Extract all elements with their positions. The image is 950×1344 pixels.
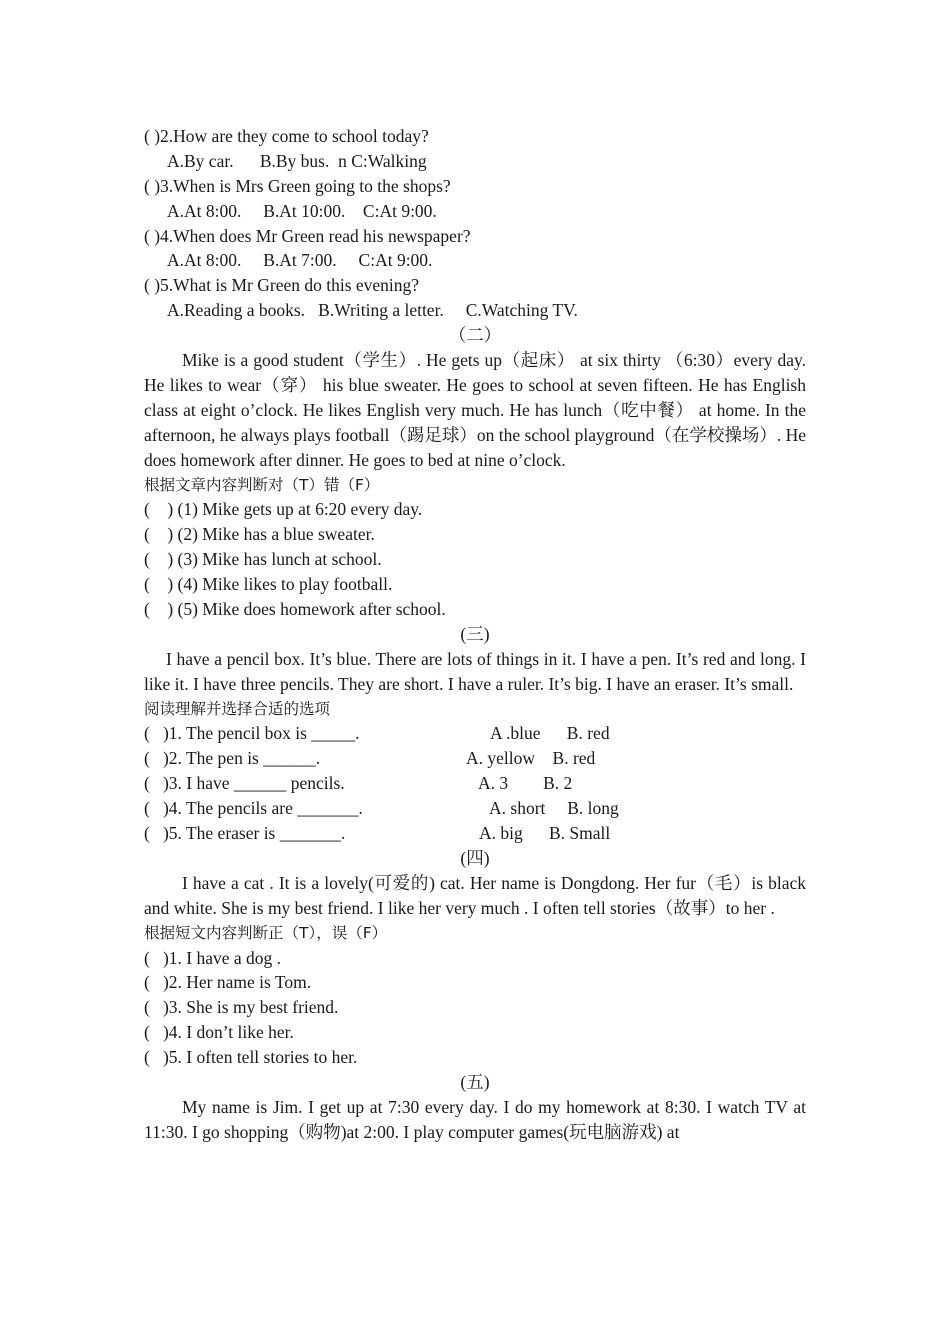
section-3-instruction: 阅读理解并选择合适的选项 <box>144 699 331 718</box>
choice-question: ( )3. I have ______ pencils. <box>144 773 345 794</box>
choice-item-4 <box>144 796 806 821</box>
question-2-options: A.By car. B.By bus. n C:Walking <box>167 150 427 171</box>
section-3-passage-text: I have a pencil box. It’s blue. There are lots of things in it. I have a pen. It’s red and long. I like it. I have three pencils. They are short. I have a ruler. It’s big. I have an eraser. It’s small. <box>144 648 806 694</box>
section-4-passage <box>144 871 806 921</box>
section-2-passage-text: Mike is a good student（学生）. He gets up（起床） at six thirty （6:30）every day. He likes to wear（穿） his blue sweater. He goes to school at seven fifteen. He has English class at eight o’clock. He likes English very much. He has lunch（吃中餐） at home. In the afternoon, he always plays football（踢足球）on the school playground（在学校操场）. He does homework after dinner. He goes to bed at nine o’clock. <box>144 350 806 470</box>
section-1 <box>144 124 806 323</box>
tf-item-4: ( ) (4) Mike likes to play football. <box>144 574 393 595</box>
choice-item-2 <box>144 746 806 771</box>
section-2-instruction: 根据文章内容判断对（T）错（F） <box>144 475 380 494</box>
question-5-options: A.Reading a books. B.Writing a letter. C.Watching TV. <box>167 300 578 321</box>
question-4-stem: ( )4.When does Mr Green read his newspaper? <box>144 225 471 246</box>
choice-options: A. short B. long <box>489 798 619 819</box>
choice-item-5 <box>144 821 806 846</box>
section-3-passage <box>144 647 806 697</box>
tf-item-2: ( ) (2) Mike has a blue sweater. <box>144 524 375 545</box>
choice-question: ( )1. The pencil box is _____. <box>144 723 360 744</box>
tf2-item-4: ( )4. I don’t like her. <box>144 1022 294 1043</box>
question-3-options: A.At 8:00. B.At 10:00. C:At 9:00. <box>167 200 437 221</box>
question-2-stem: ( )2.How are they come to school today? <box>144 126 429 146</box>
tf2-item-3: ( )3. She is my best friend. <box>144 997 339 1018</box>
section-2 <box>144 323 806 622</box>
section-4-instruction: 根据短文内容判断正（T），误（F） <box>144 923 388 942</box>
tf-item-5: ( ) (5) Mike does homework after school. <box>144 599 446 619</box>
choice-item-1 <box>144 721 806 746</box>
choice-question: ( )5. The eraser is _______. <box>144 823 346 844</box>
question-4-options: A.At 8:00. B.At 7:00. C:At 9:00. <box>167 250 433 271</box>
section-3-heading: (三) <box>460 623 490 644</box>
section-5-passage <box>144 1095 806 1145</box>
tf-item-1: ( ) (1) Mike gets up at 6:20 every day. <box>144 499 423 520</box>
choice-options: A .blue B. red <box>490 723 610 744</box>
section-4 <box>144 846 806 1070</box>
section-4-passage-text: I have a cat . It is a lovely(可爱的) cat. Her name is Dongdong. Her fur（毛）is black and white. She is my best friend. I like her very much . I often tell stories（故事）to her . <box>144 872 806 918</box>
section-2-heading: （二） <box>448 325 502 346</box>
choice-options: A. yellow B. red <box>466 748 596 769</box>
tf2-item-1: ( )1. I have a dog . <box>144 947 282 968</box>
tf2-item-5: ( )5. I often tell stories to her. <box>144 1047 358 1068</box>
tf2-item-2: ( )2. Her name is Tom. <box>144 972 312 993</box>
section-5-passage-text: My name is Jim. I get up at 7:30 every day. I do my homework at 8:30. I watch TV at 11:30. I go shopping（购物)at 2:00. I play computer games(玩电脑游戏) at <box>144 1096 806 1142</box>
section-2-passage <box>144 348 806 473</box>
choice-options: A. big B. Small <box>479 823 611 844</box>
question-5-stem: ( )5.What is Mr Green do this evening? <box>144 275 420 296</box>
question-3-stem: ( )3.When is Mrs Green going to the shops? <box>144 175 451 196</box>
choice-question: ( )2. The pen is ______. <box>144 748 321 769</box>
section-5 <box>144 1070 806 1145</box>
section-5-heading: (五) <box>460 1071 490 1092</box>
section-4-heading: (四) <box>460 847 490 868</box>
tf-item-3: ( ) (3) Mike has lunch at school. <box>144 549 382 570</box>
section-3 <box>144 622 806 846</box>
choice-question: ( )4. The pencils are _______. <box>144 798 363 819</box>
choice-options: A. 3 B. 2 <box>478 773 573 794</box>
choice-item-3 <box>144 771 806 796</box>
worksheet-page <box>144 124 806 1145</box>
